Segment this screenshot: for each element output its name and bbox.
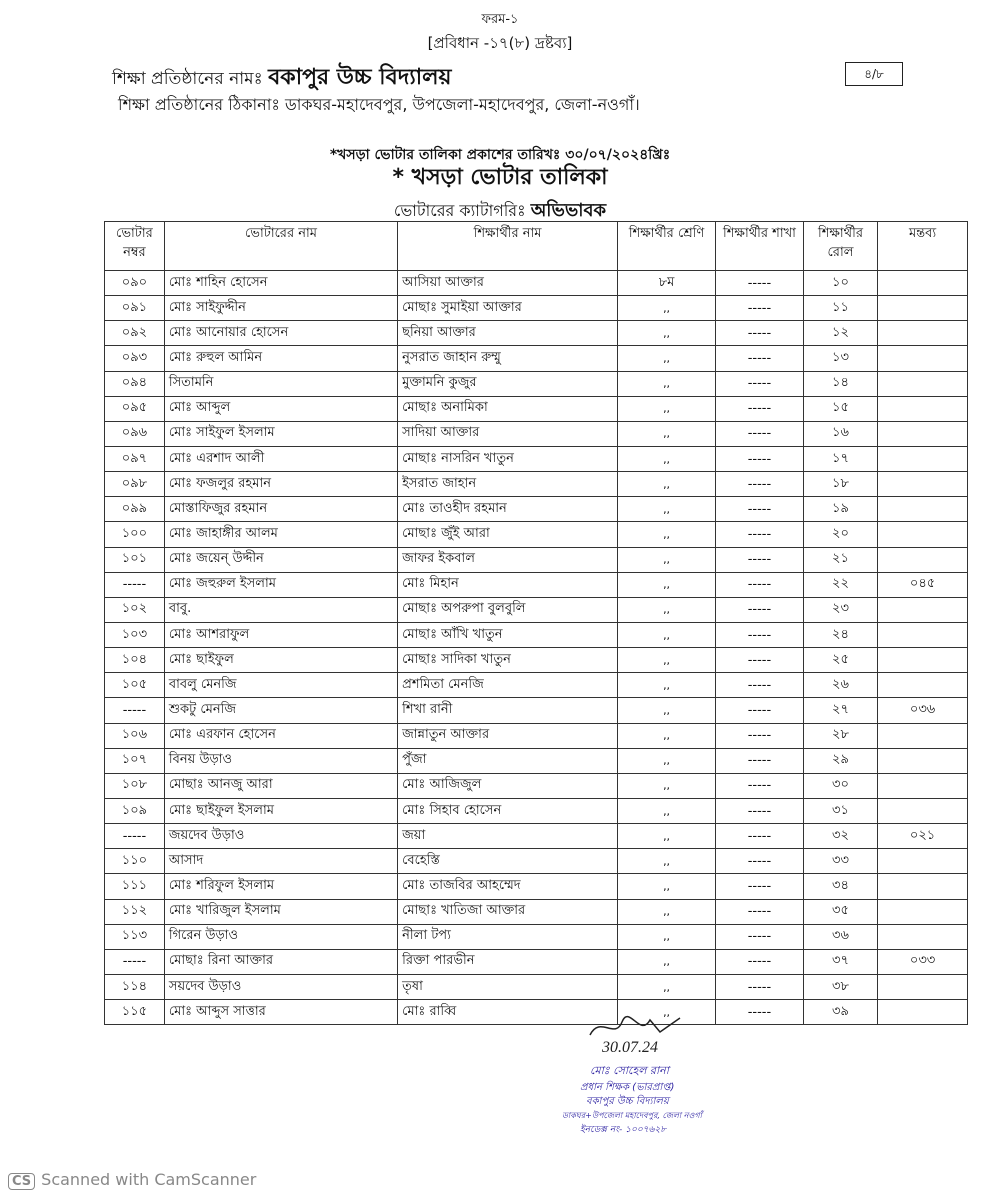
- voter-number-cell: ১১০: [105, 849, 165, 874]
- student-name-cell: জাফর ইকবাল: [398, 547, 618, 572]
- table-row: [105, 371, 968, 396]
- header-voter-name: ভোটারের নাম: [164, 222, 397, 271]
- voter-name-cell: মোঃ এরফান হোসেন: [164, 723, 397, 748]
- voter-name-cell: মোঃ জহুরুল ইসলাম: [164, 572, 397, 597]
- voter-number-cell: ০৯৭: [105, 446, 165, 471]
- student-class-cell: ,,: [618, 648, 716, 673]
- student-roll-cell: ১৫: [803, 396, 877, 421]
- student-name-cell: মোছাঃ সাদিকা খাতুন: [398, 648, 618, 673]
- student-section-cell: -----: [716, 572, 804, 597]
- voter-number-cell: ০৯৮: [105, 472, 165, 497]
- student-roll-cell: ১২: [803, 321, 877, 346]
- voter-name-cell: মোছাঃ আনজু আরা: [164, 773, 397, 798]
- table-row: [105, 648, 968, 673]
- remarks-cell: [878, 924, 968, 949]
- remarks-cell: [878, 849, 968, 874]
- student-roll-cell: ১৭: [803, 446, 877, 471]
- voter-name-cell: মোঃ রুহুল আমিন: [164, 346, 397, 371]
- student-roll-cell: ২৪: [803, 622, 877, 647]
- voter-name-cell: জয়দেব উড়াও: [164, 824, 397, 849]
- student-name-cell: মোছাঃ আঁখি খাতুন: [398, 622, 618, 647]
- voter-name-cell: মোঃ সাইফুল ইসলাম: [164, 421, 397, 446]
- student-name-cell: মোছাঃ অপরুপা বুলবুলি: [398, 597, 618, 622]
- voter-name-cell: মোঃ জাহাঙ্গীর আলম: [164, 522, 397, 547]
- table-row: [105, 421, 968, 446]
- voter-name-cell: মোঃ শাহিন হোসেন: [164, 271, 397, 296]
- student-section-cell: -----: [716, 798, 804, 823]
- student-roll-cell: ২৩: [803, 597, 877, 622]
- remarks-cell: [878, 522, 968, 547]
- student-section-cell: -----: [716, 472, 804, 497]
- remarks-cell: [878, 396, 968, 421]
- student-section-cell: -----: [716, 773, 804, 798]
- table-row: [105, 296, 968, 321]
- student-class-cell: ,,: [618, 572, 716, 597]
- remarks-cell: [878, 296, 968, 321]
- student-class-cell: ,,: [618, 421, 716, 446]
- voter-number-cell: ১১৪: [105, 974, 165, 999]
- student-roll-cell: ৩২: [803, 824, 877, 849]
- student-class-cell: ,,: [618, 346, 716, 371]
- student-class-cell: ,,: [618, 874, 716, 899]
- voter-number-cell: ১১২: [105, 899, 165, 924]
- table-row: [105, 497, 968, 522]
- student-section-cell: -----: [716, 497, 804, 522]
- voter-number-cell: ০৯০: [105, 271, 165, 296]
- voter-name-cell: মোঃ সাইফুদ্দীন: [164, 296, 397, 321]
- student-name-cell: বেহেস্তি: [398, 849, 618, 874]
- table-row: [105, 446, 968, 471]
- voter-name-cell: মোঃ আশরাফুল: [164, 622, 397, 647]
- voter-number-cell: ০৯৩: [105, 346, 165, 371]
- voter-number-cell: ১০৪: [105, 648, 165, 673]
- student-section-cell: -----: [716, 321, 804, 346]
- remarks-cell: ০৩৬: [878, 698, 968, 723]
- voter-number-cell: ০৯৬: [105, 421, 165, 446]
- voter-name-cell: মোঃ আনোয়ার হোসেন: [164, 321, 397, 346]
- table-row: [105, 748, 968, 773]
- student-section-cell: -----: [716, 899, 804, 924]
- voter-number-cell: ০৯৫: [105, 396, 165, 421]
- remarks-cell: [878, 648, 968, 673]
- student-section-cell: -----: [716, 271, 804, 296]
- voter-name-cell: বিনয় উড়াও: [164, 748, 397, 773]
- student-name-cell: রিক্তা পারভীন: [398, 949, 618, 974]
- table-row: [105, 472, 968, 497]
- scanner-text: Scanned with CamScanner: [41, 1170, 257, 1189]
- student-name-cell: প্রশমিতা মেনজি: [398, 673, 618, 698]
- remarks-cell: [878, 773, 968, 798]
- table-row: [105, 1000, 968, 1025]
- table-row: [105, 723, 968, 748]
- remarks-cell: [878, 371, 968, 396]
- table-row: [105, 949, 968, 974]
- student-class-cell: ,,: [618, 1000, 716, 1025]
- voter-number-cell: ১১১: [105, 874, 165, 899]
- student-class-cell: ,,: [618, 321, 716, 346]
- student-roll-cell: ৩৪: [803, 874, 877, 899]
- voter-number-cell: -----: [105, 698, 165, 723]
- seal-name: মোঃ সোহেল রানা: [590, 1064, 669, 1077]
- student-name-cell: নুসরাত জাহান রুম্মু: [398, 346, 618, 371]
- voter-number-cell: -----: [105, 572, 165, 597]
- student-roll-cell: ২৭: [803, 698, 877, 723]
- table-row: [105, 974, 968, 999]
- student-class-cell: ,,: [618, 824, 716, 849]
- student-roll-cell: ১৯: [803, 497, 877, 522]
- student-section-cell: -----: [716, 849, 804, 874]
- student-roll-cell: ২৫: [803, 648, 877, 673]
- remarks-cell: [878, 346, 968, 371]
- student-class-cell: ,,: [618, 899, 716, 924]
- student-section-cell: -----: [716, 698, 804, 723]
- remarks-cell: [878, 673, 968, 698]
- voter-number-cell: ০৯৯: [105, 497, 165, 522]
- voter-name-cell: সিতামনি: [164, 371, 397, 396]
- voter-name-cell: বাবলু মেনজি: [164, 673, 397, 698]
- student-class-cell: ,,: [618, 296, 716, 321]
- table-row: [105, 673, 968, 698]
- voter-number-cell: ১০৬: [105, 723, 165, 748]
- student-class-cell: ,,: [618, 497, 716, 522]
- voter-name-cell: শুকটু মেনজি: [164, 698, 397, 723]
- voter-number-cell: -----: [105, 824, 165, 849]
- seal-designation: প্রধান শিক্ষক (ভারপ্রাপ্ত): [580, 1082, 675, 1093]
- student-section-cell: -----: [716, 547, 804, 572]
- voter-number-cell: ০৯৪: [105, 371, 165, 396]
- student-roll-cell: ২৮: [803, 723, 877, 748]
- voter-name-cell: সয়দেব উড়াও: [164, 974, 397, 999]
- voter-number-cell: ১০২: [105, 597, 165, 622]
- category-value: অভিভাবক: [530, 200, 607, 221]
- voter-name-cell: বাবু.: [164, 597, 397, 622]
- table-row: [105, 597, 968, 622]
- voter-number-cell: -----: [105, 949, 165, 974]
- student-name-cell: মোঃ রাব্বি: [398, 1000, 618, 1025]
- seal-address: ডাকঘর+উপজেলা মহাদেবপুর, জেলা নওগাঁ: [562, 1111, 702, 1120]
- student-roll-cell: ২৯: [803, 748, 877, 773]
- student-roll-cell: ২০: [803, 522, 877, 547]
- student-class-cell: ,,: [618, 974, 716, 999]
- remarks-cell: ০৩৩: [878, 949, 968, 974]
- student-class-cell: ,,: [618, 446, 716, 471]
- student-class-cell: ,,: [618, 924, 716, 949]
- student-name-cell: ছনিয়া আক্তার: [398, 321, 618, 346]
- page-number-box: ৪/৮: [845, 62, 903, 86]
- student-class-cell: ,,: [618, 748, 716, 773]
- student-section-cell: -----: [716, 824, 804, 849]
- seal-index: ইনডেক্স নং- ১০০৭৬২৮: [580, 1125, 667, 1135]
- voter-number-cell: ১০৫: [105, 673, 165, 698]
- student-roll-cell: ৩৩: [803, 849, 877, 874]
- student-roll-cell: ৩০: [803, 773, 877, 798]
- student-class-cell: ৮ম: [618, 271, 716, 296]
- header-remarks: মন্তব্য: [878, 222, 968, 271]
- student-class-cell: ,,: [618, 371, 716, 396]
- voter-name-cell: গিরেন উড়াও: [164, 924, 397, 949]
- student-class-cell: ,,: [618, 396, 716, 421]
- remarks-cell: [878, 597, 968, 622]
- student-name-cell: পুঁজা: [398, 748, 618, 773]
- seal-text: [562, 1064, 705, 1135]
- student-class-cell: ,,: [618, 622, 716, 647]
- voter-number-cell: ১১৩: [105, 924, 165, 949]
- student-name-cell: ইসরাত জাহান: [398, 472, 618, 497]
- student-roll-cell: ১১: [803, 296, 877, 321]
- student-name-cell: মোঃ তাওহীদ রহমান: [398, 497, 618, 522]
- student-class-cell: ,,: [618, 472, 716, 497]
- voter-name-cell: মোঃ জয়েন্ উদ্দীন: [164, 547, 397, 572]
- student-name-cell: তৃষা: [398, 974, 618, 999]
- publication-date: *খসড়া ভোটার তালিকা প্রকাশের তারিখঃ ৩০/০৭/২০২৪খ্রিঃ: [329, 147, 671, 163]
- student-name-cell: মোঃ আজিজুল: [398, 773, 618, 798]
- voter-name-cell: মোঃ ফজলুর রহমান: [164, 472, 397, 497]
- student-section-cell: -----: [716, 446, 804, 471]
- table-row: [105, 271, 968, 296]
- remarks-cell: [878, 874, 968, 899]
- voter-name-cell: মোঃ আব্দুস সাত্তার: [164, 1000, 397, 1025]
- remarks-cell: [878, 271, 968, 296]
- remarks-cell: [878, 547, 968, 572]
- header-student-roll: শিক্ষার্থীর রোল: [803, 222, 877, 271]
- remarks-cell: [878, 974, 968, 999]
- voter-name-cell: মোঃ ছাইফুল ইসলাম: [164, 798, 397, 823]
- form-number: ফরম-১: [481, 12, 519, 27]
- voter-name-cell: মোছাঃ রিনা আক্তার: [164, 949, 397, 974]
- remarks-cell: [878, 748, 968, 773]
- student-name-cell: সাদিয়া আক্তার: [398, 421, 618, 446]
- table-row: [105, 396, 968, 421]
- student-name-cell: মোছাঃ অনামিকা: [398, 396, 618, 421]
- student-section-cell: -----: [716, 924, 804, 949]
- student-section-cell: -----: [716, 371, 804, 396]
- student-roll-cell: ১০: [803, 271, 877, 296]
- remarks-cell: [878, 899, 968, 924]
- student-section-cell: -----: [716, 622, 804, 647]
- table-row: [105, 924, 968, 949]
- student-roll-cell: ৩৫: [803, 899, 877, 924]
- voter-name-cell: মোস্তাফিজুর রহমান: [164, 497, 397, 522]
- category-label: ভোটারের ক্যাটাগরিঃ: [393, 201, 526, 220]
- student-class-cell: ,,: [618, 547, 716, 572]
- student-name-cell: আসিয়া আক্তার: [398, 271, 618, 296]
- student-section-cell: -----: [716, 597, 804, 622]
- table-header-row: [105, 222, 968, 271]
- header-voter-no: ভোটার নম্বর: [105, 222, 165, 271]
- student-name-cell: শিখা রানী: [398, 698, 618, 723]
- student-section-cell: -----: [716, 874, 804, 899]
- table-row: [105, 572, 968, 597]
- student-class-cell: ,,: [618, 522, 716, 547]
- voter-name-cell: মোঃ এরশাদ আলী: [164, 446, 397, 471]
- rule-reference: [প্রবিধান -১৭(৮) দ্রষ্টব্য]: [427, 34, 573, 52]
- student-class-cell: ,,: [618, 723, 716, 748]
- voter-name-cell: মোঃ আব্দুল: [164, 396, 397, 421]
- student-section-cell: -----: [716, 346, 804, 371]
- student-name-cell: মোছাঃ সুমাইয়া আক্তার: [398, 296, 618, 321]
- student-section-cell: -----: [716, 949, 804, 974]
- student-name-cell: মোছাঃ নাসরিন খাতুন: [398, 446, 618, 471]
- student-name-cell: নীলা টপ্য: [398, 924, 618, 949]
- voter-number-cell: ১১৫: [105, 1000, 165, 1025]
- student-name-cell: মুক্তামনি কুজুর: [398, 371, 618, 396]
- student-roll-cell: ২১: [803, 547, 877, 572]
- student-section-cell: -----: [716, 396, 804, 421]
- student-roll-cell: ৩৮: [803, 974, 877, 999]
- student-roll-cell: ৩৬: [803, 924, 877, 949]
- header-student-class: শিক্ষার্থীর শ্রেণি: [618, 222, 716, 271]
- camscanner-logo: CS: [8, 1173, 35, 1190]
- student-name-cell: মোঃ সিহাব হোসেন: [398, 798, 618, 823]
- voter-number-cell: ০৯২: [105, 321, 165, 346]
- seal-school: বকাপুর উচ্চ বিদ্যালয়: [586, 1096, 669, 1107]
- table-row: [105, 522, 968, 547]
- student-class-cell: ,,: [618, 597, 716, 622]
- student-class-cell: ,,: [618, 698, 716, 723]
- voter-number-cell: ১০৭: [105, 748, 165, 773]
- remarks-cell: [878, 446, 968, 471]
- student-section-cell: -----: [716, 1000, 804, 1025]
- header-student-name: শিক্ষার্থীর নাম: [398, 222, 618, 271]
- student-roll-cell: ১৪: [803, 371, 877, 396]
- table-row: [105, 622, 968, 647]
- student-class-cell: ,,: [618, 849, 716, 874]
- remarks-cell: [878, 497, 968, 522]
- institution-label: শিক্ষা প্রতিষ্ঠানের নামঃ: [112, 69, 263, 89]
- student-name-cell: জয়া: [398, 824, 618, 849]
- signature-date: 30.07.24: [602, 1039, 658, 1056]
- remarks-cell: [878, 1000, 968, 1025]
- remarks-cell: [878, 421, 968, 446]
- signature-stamp: [560, 1010, 760, 1160]
- voter-number-cell: ১০৯: [105, 798, 165, 823]
- institution-name: বকাপুর উচ্চ বিদ্যালয়: [268, 65, 452, 90]
- voter-number-cell: ১০৩: [105, 622, 165, 647]
- header-student-section: শিক্ষার্থীর শাখা: [716, 222, 804, 271]
- student-class-cell: ,,: [618, 949, 716, 974]
- student-roll-cell: ৩৯: [803, 1000, 877, 1025]
- student-class-cell: ,,: [618, 673, 716, 698]
- remarks-cell: [878, 472, 968, 497]
- voter-name-cell: মোঃ ছাইফুল: [164, 648, 397, 673]
- student-roll-cell: ১৩: [803, 346, 877, 371]
- remarks-cell: ০২১: [878, 824, 968, 849]
- table-row: [105, 321, 968, 346]
- remarks-cell: [878, 622, 968, 647]
- student-roll-cell: ১৮: [803, 472, 877, 497]
- student-class-cell: ,,: [618, 773, 716, 798]
- student-name-cell: মোছাঃ জুঁই আরা: [398, 522, 618, 547]
- remarks-cell: [878, 723, 968, 748]
- table-row: [105, 824, 968, 849]
- scanner-watermark: [8, 1170, 256, 1190]
- voter-name-cell: মোঃ খারিজুল ইসলাম: [164, 899, 397, 924]
- voter-number-cell: ১০৮: [105, 773, 165, 798]
- student-section-cell: -----: [716, 723, 804, 748]
- voter-name-cell: মোঃ শরিফুল ইসলাম: [164, 874, 397, 899]
- student-roll-cell: ২২: [803, 572, 877, 597]
- remarks-cell: ০৪৫: [878, 572, 968, 597]
- table-row: [105, 773, 968, 798]
- table-row: [105, 798, 968, 823]
- student-roll-cell: ৩১: [803, 798, 877, 823]
- signature-scribble: [590, 1017, 680, 1035]
- student-name-cell: মোঃ মিহান: [398, 572, 618, 597]
- list-title: * খসড়া ভোটার তালিকা: [392, 165, 608, 190]
- student-roll-cell: ১৬: [803, 421, 877, 446]
- table-row: [105, 899, 968, 924]
- student-section-cell: -----: [716, 648, 804, 673]
- voter-number-cell: ০৯১: [105, 296, 165, 321]
- student-section-cell: -----: [716, 673, 804, 698]
- table-row: [105, 698, 968, 723]
- student-roll-cell: ২৬: [803, 673, 877, 698]
- student-section-cell: -----: [716, 296, 804, 321]
- voter-table: [104, 221, 968, 1025]
- student-name-cell: মোঃ তাজবির আহম্মেদ: [398, 874, 618, 899]
- voter-number-cell: ১০১: [105, 547, 165, 572]
- institution-address: শিক্ষা প্রতিষ্ঠানের ঠিকানাঃ ডাকঘর-মহাদেবপুর, উপজেলা-মহাদেবপুর, জেলা-নওগাঁ।: [118, 95, 640, 114]
- student-name-cell: মোছাঃ খাতিজা আক্তার: [398, 899, 618, 924]
- student-class-cell: ,,: [618, 798, 716, 823]
- student-roll-cell: ৩৭: [803, 949, 877, 974]
- table-row: [105, 346, 968, 371]
- student-section-cell: -----: [716, 522, 804, 547]
- voter-number-cell: ১০০: [105, 522, 165, 547]
- student-section-cell: -----: [716, 974, 804, 999]
- student-name-cell: জান্নাতুন আক্তার: [398, 723, 618, 748]
- student-section-cell: -----: [716, 748, 804, 773]
- remarks-cell: [878, 798, 968, 823]
- table-row: [105, 547, 968, 572]
- remarks-cell: [878, 321, 968, 346]
- table-row: [105, 849, 968, 874]
- student-section-cell: -----: [716, 421, 804, 446]
- voter-name-cell: আসাদ: [164, 849, 397, 874]
- table-row: [105, 874, 968, 899]
